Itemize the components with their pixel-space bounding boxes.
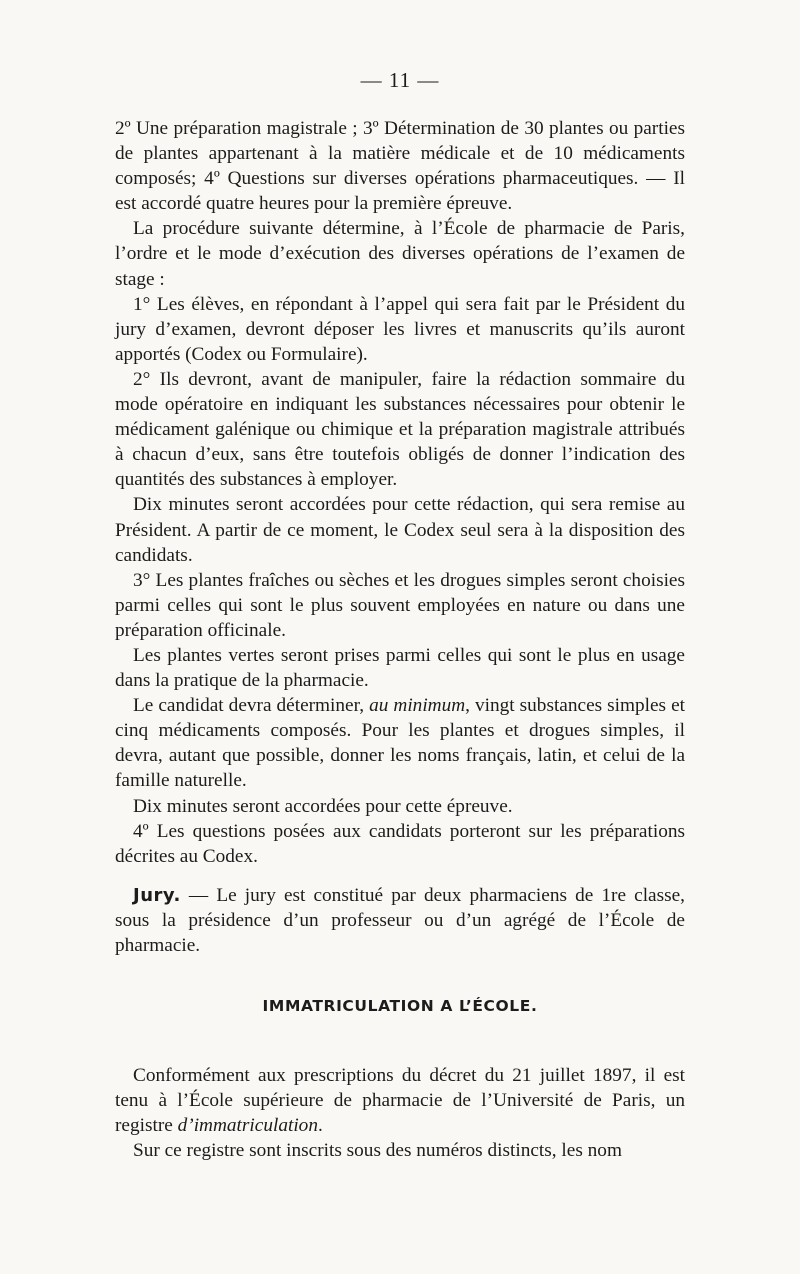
jury-paragraph: [115, 883, 685, 958]
paragraph: [115, 216, 685, 291]
paragraph: [115, 367, 685, 492]
paragraph: [115, 693, 685, 793]
jury-label: Jury.: [133, 884, 181, 906]
text-segment: 2º Une préparation magistrale ; 3º Détermination de 30 plantes ou parties de plantes appartenant à la matière médicale et de 10 médicaments composés; 4º Questions sur diverses opérations pharmaceutiques. — Il est accordé quatre heures pour la première épreuve.: [115, 118, 685, 215]
paragraph: [115, 568, 685, 643]
text-segment: Les plantes vertes seront prises parmi celles qui sont le plus en usage dans la pratique de la pharmacie.: [115, 644, 685, 692]
page-number: — 11 —: [360, 68, 440, 92]
text-segment: 4º Les questions posées aux candidats porteront sur les préparations décrites au Codex.: [115, 820, 685, 867]
text-segment: Le candidat devra déterminer,: [133, 695, 370, 717]
text-segment: Conformément aux prescriptions du décret du 21 juillet 1897, il est tenu à l’École supérieure de pharmacie de l’Université de Paris, un registre: [115, 1065, 685, 1137]
body-text: [115, 116, 685, 1164]
jury-text: — Le jury est constitué par deux pharmaciens de 1re classe, sous la présidence d’un professeur ou d’un agrégé de l’École de pharmacie.: [115, 884, 685, 956]
italic-text: au minimum: [369, 695, 466, 717]
paragraph: [115, 492, 685, 567]
text-segment: 2° Ils devront, avant de manipuler, faire la rédaction sommaire du mode opératoire en indiquant les substances nécessaires pour obtenir le médicament galénique ou chimique et la préparation magistrale attribués à chacun d’eux, sans être toutefois obligés de donner l’indication des quantités des substances à employer.: [115, 368, 685, 491]
paragraph: [115, 292, 685, 367]
text-segment: 1° Les élèves, en répondant à l’appel qui sera fait par le Président du jury d’examen, devront déposer les livres et manuscrits qu’ils auront apportés (Codex ou Formulaire).: [115, 293, 685, 365]
section-heading: IMMATRICULATION A L’ÉCOLE.: [262, 997, 538, 1016]
paragraphs-top: [115, 116, 685, 869]
text-segment: Dix minutes seront accordées pour cette épreuve.: [133, 795, 513, 817]
text-segment: 3° Les plantes fraîches ou sèches et les drogues simples seront choisies parmi celles qui sont le plus souvent employées en nature ou dans une préparation officinale.: [115, 569, 685, 641]
text-segment: Sur ce registre sont inscrits sous des numéros distincts, les nom: [133, 1140, 622, 1162]
text-segment: , vingt substances simples et cinq médicaments composés. Pour les plantes et drogues simples, il devra, autant que possible, donner les noms français, latin, et celui de la famille naturelle.: [115, 695, 685, 792]
paragraph: [115, 819, 685, 869]
paragraphs-bottom: [115, 1063, 685, 1163]
italic-text: d’immatriculation: [177, 1115, 318, 1137]
paragraph: [115, 116, 685, 216]
text-segment: .: [317, 1115, 323, 1137]
paragraph: [115, 794, 685, 819]
paragraph: [115, 643, 685, 693]
text-segment: Dix minutes seront accordées pour cette rédaction, qui sera remise au Président. A partir de ce moment, le Codex seul sera à la disposition des candidats.: [115, 494, 685, 566]
paragraph: [115, 1063, 685, 1138]
text-segment: La procédure suivante détermine, à l’École de pharmacie de Paris, l’ordre et le mode d’exécution des diverses opérations de l’examen de stage :: [115, 218, 685, 290]
paragraph: [115, 1138, 685, 1163]
